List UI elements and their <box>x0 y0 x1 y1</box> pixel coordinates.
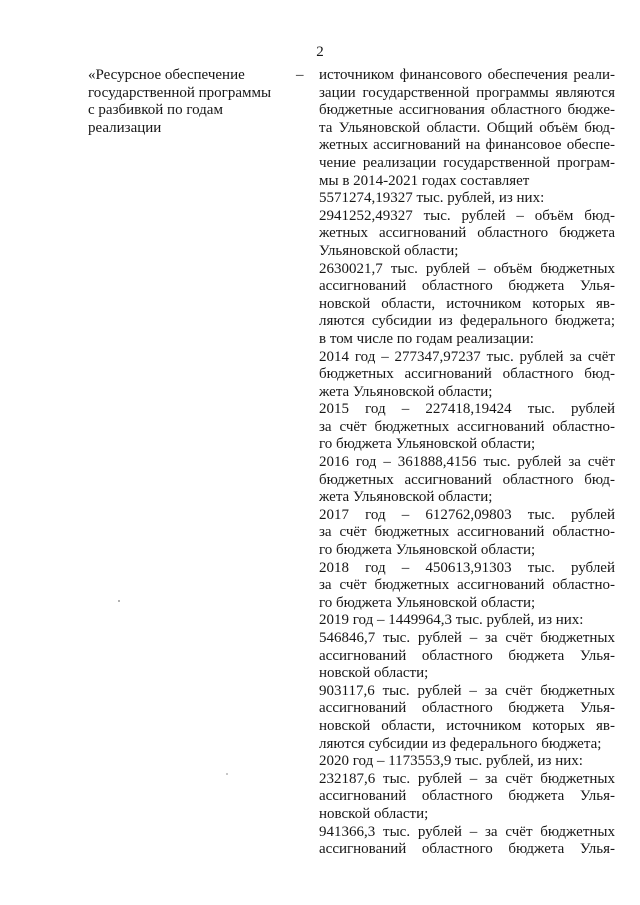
text-line: 2014 год – 277347,97237 тыс. рублей за счёт <box>319 348 615 365</box>
page-number: 2 <box>316 44 324 60</box>
text-line: за счёт бюджетных ассигнований областно- <box>319 418 615 435</box>
left-column-label <box>88 67 288 137</box>
text-line: за счёт бюджетных ассигнований областно- <box>319 524 615 541</box>
text-line: ассигнований областного бюджета Улья- <box>319 700 615 717</box>
text-line: ассигнований областного бюджета Улья- <box>319 278 615 295</box>
text-line: ассигнований областного бюджета Улья- <box>319 788 615 805</box>
text-line: новской области, источником которых яв- <box>319 295 615 312</box>
text-line: ассигнований областного бюджета Улья- <box>319 647 615 664</box>
text-line: бюджетных ассигнований областного бюд- <box>319 471 615 488</box>
text-line: 546846,7 тыс. рублей – за счёт бюджетных <box>319 630 615 646</box>
text-line: 5571274,19327 тыс. рублей, из них: <box>319 190 545 207</box>
text-line: 941366,3 тыс. рублей – за счёт бюджетных <box>319 823 615 840</box>
text-line: бюджетные ассигнования областного бюдже- <box>319 102 615 119</box>
scan-speck <box>118 600 120 602</box>
text-line: 2016 год – 361888,4156 тыс. рублей за счёт <box>319 454 615 471</box>
text-line: го бюджета Ульяновской области; <box>319 542 536 559</box>
text-line: Ульяновской области; <box>319 242 459 259</box>
text-line: та Ульяновской области. Общий объём бюд- <box>319 119 615 136</box>
left-label-line: «Ресурсное обеспечение <box>88 67 245 83</box>
text-line: ляются субсидии из федерального бюджета; <box>319 313 615 330</box>
column-separator-dash: – <box>296 67 304 83</box>
text-line: за счёт бюджетных ассигнований областно- <box>319 577 615 594</box>
text-line: новской области; <box>319 805 429 822</box>
text-line: жетных ассигнований на финансовое обеспе- <box>319 137 615 154</box>
text-line: 2018 год – 450613,91303 тыс. рублей <box>319 559 615 576</box>
text-line: 2630021,7 тыс. рублей – объём бюджетных <box>319 260 615 277</box>
text-line: чение реализации государственной програм- <box>319 154 615 171</box>
text-line: мы в 2014-2021 годах составляет <box>319 172 530 189</box>
text-line: ассигнований областного бюджета Улья- <box>319 841 615 858</box>
text-line: 2020 год – 1173553,9 тыс. рублей, из них: <box>319 753 583 770</box>
text-line: зации государственной программы являются <box>319 84 615 101</box>
right-column-text <box>319 67 615 859</box>
text-line: го бюджета Ульяновской области; <box>319 594 536 611</box>
text-line: новской области, источником которых яв- <box>319 717 615 734</box>
scan-speck <box>226 773 228 775</box>
text-line: в том числе по годам реализации: <box>319 330 534 347</box>
text-line: 2015 год – 227418,19424 тыс. рублей <box>319 401 615 418</box>
text-line: бюджетных ассигнований областного бюд- <box>319 366 615 383</box>
text-line: жета Ульяновской области; <box>319 383 493 400</box>
text-line: жета Ульяновской области; <box>319 489 493 506</box>
text-line: 232187,6 тыс. рублей – за счёт бюджетных <box>319 770 615 787</box>
text-line: источником финансового обеспечения реали- <box>319 67 615 83</box>
text-line: 2019 год – 1449964,3 тыс. рублей, из них: <box>319 612 584 629</box>
text-line: жетных ассигнований областного бюджета <box>319 225 615 242</box>
left-label-line: реализации <box>88 119 162 136</box>
left-label-line: государственной программы <box>88 84 272 101</box>
text-line: 903117,6 тыс. рублей – за счёт бюджетных <box>319 682 615 699</box>
left-label-line: с разбивкой по годам <box>88 102 223 119</box>
text-line: новской области; <box>319 665 429 682</box>
text-line: ляются субсидии из федерального бюджета; <box>319 735 602 752</box>
text-line: 2941252,49327 тыс. рублей – объём бюд- <box>319 207 615 224</box>
text-line: го бюджета Ульяновской области; <box>319 436 536 453</box>
text-line: 2017 год – 612762,09803 тыс. рублей <box>319 506 615 523</box>
